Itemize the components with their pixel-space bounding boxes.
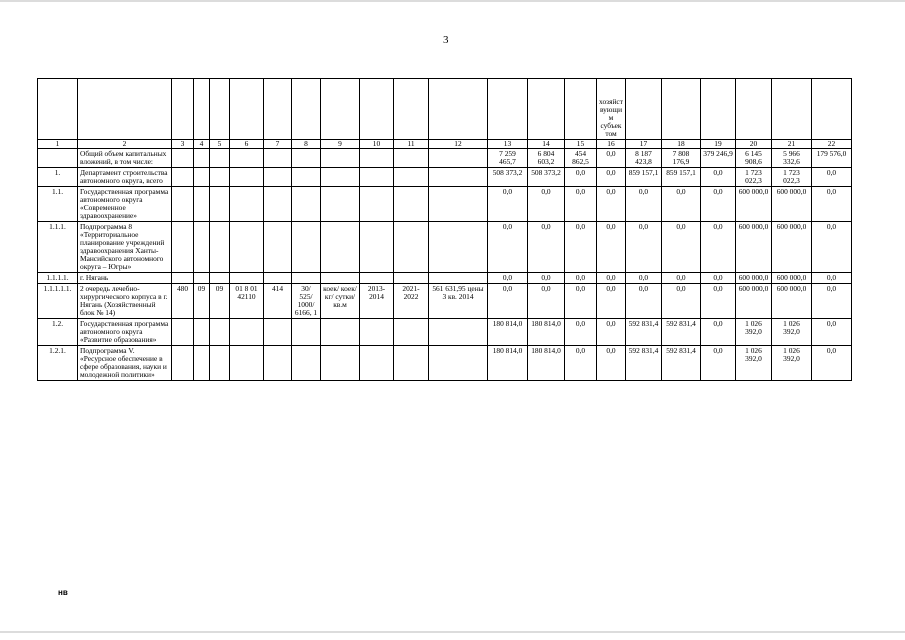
column-number-cell: 2	[78, 140, 172, 149]
table-cell	[210, 272, 230, 283]
table-cell	[292, 345, 321, 380]
table-cell: 180 814,0	[528, 318, 565, 345]
table-cell	[194, 149, 210, 168]
table-cell	[172, 167, 194, 186]
table-cell	[360, 149, 394, 168]
column-number-cell: 8	[292, 140, 321, 149]
table-cell: 0,0	[812, 318, 852, 345]
table-cell: 0,0	[812, 221, 852, 272]
table-cell	[210, 167, 230, 186]
column-number-cell: 5	[210, 140, 230, 149]
table-cell	[230, 186, 264, 221]
table-cell: 0,0	[597, 221, 626, 272]
table-row	[38, 167, 852, 186]
table-cell: 0,0	[488, 221, 528, 272]
table-cell: 600 000,0	[772, 186, 812, 221]
table-cell	[292, 186, 321, 221]
table-cell: 0,0	[626, 221, 662, 272]
table-cell	[292, 167, 321, 186]
row-number-cell: 1.1.1.	[38, 221, 78, 272]
table-cell: 1 723 022,3	[736, 167, 772, 186]
column-number-cell: 10	[360, 140, 394, 149]
table-cell	[194, 345, 210, 380]
table-cell	[360, 272, 394, 283]
row-name-cell: Государственная программа автономного округа «Развитие образования»	[78, 318, 172, 345]
table-cell: 09	[194, 283, 210, 318]
table-cell	[394, 272, 429, 283]
table-cell: 0,0	[597, 318, 626, 345]
table-cell	[394, 221, 429, 272]
table-cell: 0,0	[597, 345, 626, 380]
table-cell: 0,0	[528, 186, 565, 221]
table-cell: 600 000,0	[772, 283, 812, 318]
table-cell	[230, 167, 264, 186]
table-cell	[210, 318, 230, 345]
table-cell: 600 000,0	[736, 283, 772, 318]
table-cell	[394, 167, 429, 186]
table-cell: 0,0	[528, 221, 565, 272]
table-cell: 179 576,0	[812, 149, 852, 168]
table-cell	[321, 186, 360, 221]
table-cell: 2013-2014	[360, 283, 394, 318]
table-cell	[264, 221, 292, 272]
table-cell	[230, 221, 264, 272]
table-cell	[321, 149, 360, 168]
table-cell	[210, 186, 230, 221]
column-number-cell: 3	[172, 140, 194, 149]
table-cell: 0,0	[597, 149, 626, 168]
table-cell: 1 723 022,3	[772, 167, 812, 186]
table-cell: 0,0	[662, 186, 701, 221]
table-cell	[230, 345, 264, 380]
header-cell-16: хозяйствующим субъектом	[597, 79, 626, 140]
table-cell	[321, 318, 360, 345]
column-number-cell: 20	[736, 140, 772, 149]
row-name-cell: Подпрограмма V. «Ресурсное обеспечение в сфере образования, науки и молодежной политики»	[78, 345, 172, 380]
table-cell	[230, 149, 264, 168]
table-cell: 480	[172, 283, 194, 318]
table-cell	[230, 272, 264, 283]
table-cell: 30/ 525/ 1000/ 6166, 1	[292, 283, 321, 318]
table-cell	[429, 318, 488, 345]
row-number-cell: 1.1.	[38, 186, 78, 221]
table-cell: 592 831,4	[662, 345, 701, 380]
table-cell: 0,0	[565, 283, 597, 318]
table-cell: 0,0	[488, 272, 528, 283]
table-cell: 1 026 392,0	[772, 345, 812, 380]
table-cell	[172, 186, 194, 221]
table-cell	[360, 345, 394, 380]
column-number-cell: 19	[701, 140, 736, 149]
table-cell: 1 026 392,0	[736, 345, 772, 380]
table-cell: 0,0	[701, 186, 736, 221]
row-number-cell: 1.	[38, 167, 78, 186]
table-cell: 180 814,0	[528, 345, 565, 380]
table-cell: 0,0	[597, 272, 626, 283]
table-cell: 1 026 392,0	[736, 318, 772, 345]
table-cell: 0,0	[488, 186, 528, 221]
table-cell: 600 000,0	[772, 221, 812, 272]
table-cell: 6 804 603,2	[528, 149, 565, 168]
table-cell: 0,0	[565, 186, 597, 221]
table-cell: 0,0	[701, 318, 736, 345]
table-cell: 859 157,1	[626, 167, 662, 186]
table-row	[38, 186, 852, 221]
table-cell	[360, 167, 394, 186]
table-cell: 0,0	[528, 272, 565, 283]
table-cell: 180 814,0	[488, 318, 528, 345]
table-cell: 0,0	[565, 318, 597, 345]
table-cell	[172, 272, 194, 283]
table-cell	[172, 345, 194, 380]
column-number-cell: 1	[38, 140, 78, 149]
table-cell: 0,0	[812, 283, 852, 318]
table-cell: 0,0	[626, 283, 662, 318]
table-cell	[321, 167, 360, 186]
table-cell	[321, 272, 360, 283]
table-cell	[321, 221, 360, 272]
table-cell	[360, 186, 394, 221]
table-cell: 09	[210, 283, 230, 318]
table-cell: 600 000,0	[736, 272, 772, 283]
table-row	[38, 345, 852, 380]
table-row	[38, 283, 852, 318]
table-cell: 508 373,2	[528, 167, 565, 186]
row-number-cell: 1.1.1.1.1.	[38, 283, 78, 318]
column-number-cell: 15	[565, 140, 597, 149]
table-cell: 600 000,0	[772, 272, 812, 283]
row-name-cell: 2 очередь лечебно-хирургического корпуса в г. Нягань (Хозяйственный блок № 14)	[78, 283, 172, 318]
table-cell: 0,0	[701, 221, 736, 272]
table-cell: 0,0	[565, 221, 597, 272]
table-cell	[194, 272, 210, 283]
table-cell	[429, 149, 488, 168]
column-number-cell: 16	[597, 140, 626, 149]
table-cell	[264, 149, 292, 168]
table-cell	[429, 167, 488, 186]
table-cell: 0,0	[662, 283, 701, 318]
table-cell: 454 862,5	[565, 149, 597, 168]
table-cell	[264, 186, 292, 221]
table-cell	[429, 345, 488, 380]
table-cell: 0,0	[701, 283, 736, 318]
table-cell: 0,0	[812, 167, 852, 186]
table-cell	[429, 272, 488, 283]
table-cell: 508 373,2	[488, 167, 528, 186]
row-number-cell: 1.2.1.	[38, 345, 78, 380]
row-name-cell: Подпрограмма 8 «Территориальное планирование учреждений здравоохранения Ханты-Мансийского автономного округа – Югры»	[78, 221, 172, 272]
column-number-cell: 11	[394, 140, 429, 149]
table-cell	[429, 186, 488, 221]
table-cell: 7 259 465,7	[488, 149, 528, 168]
table-cell	[394, 318, 429, 345]
table-cell	[292, 221, 321, 272]
column-number-cell: 17	[626, 140, 662, 149]
row-number-cell	[38, 149, 78, 168]
table-cell: 0,0	[565, 167, 597, 186]
column-number-cell: 12	[429, 140, 488, 149]
table-cell	[194, 186, 210, 221]
table-cell: 0,0	[662, 272, 701, 283]
row-number-cell: 1.1.1.1.	[38, 272, 78, 283]
table-cell: 592 831,4	[626, 318, 662, 345]
table-cell: 592 831,4	[662, 318, 701, 345]
table-cell: 600 000,0	[736, 221, 772, 272]
table-cell: 0,0	[626, 272, 662, 283]
table-cell: 5 966 332,6	[772, 149, 812, 168]
table-cell	[210, 345, 230, 380]
table-cell: 0,0	[701, 272, 736, 283]
table-cell: 379 246,9	[701, 149, 736, 168]
table-cell	[429, 221, 488, 272]
table-cell	[172, 149, 194, 168]
table-cell	[292, 318, 321, 345]
table-cell	[194, 221, 210, 272]
table-cell: 0,0	[565, 345, 597, 380]
table-cell	[292, 149, 321, 168]
column-number-cell: 13	[488, 140, 528, 149]
table-cell	[194, 167, 210, 186]
column-number-cell: 6	[230, 140, 264, 149]
table-cell: 414	[264, 283, 292, 318]
table-cell: 859 157,1	[662, 167, 701, 186]
table-cell	[172, 318, 194, 345]
table-cell	[292, 272, 321, 283]
table-cell: 592 831,4	[626, 345, 662, 380]
row-number-cell: 1.2.	[38, 318, 78, 345]
table-cell	[264, 318, 292, 345]
table-cell: 600 000,0	[736, 186, 772, 221]
table-cell	[230, 318, 264, 345]
row-name-cell: Общий объем капитальных вложений, в том числе:	[78, 149, 172, 168]
table-cell: 180 814,0	[488, 345, 528, 380]
table-cell: 0,0	[597, 283, 626, 318]
table-cell: 0,0	[528, 283, 565, 318]
table-cell	[172, 221, 194, 272]
table-cell: 0,0	[662, 221, 701, 272]
table-row	[38, 318, 852, 345]
table-row	[38, 272, 852, 283]
table-cell: 0,0	[701, 167, 736, 186]
table-header-row	[38, 79, 852, 140]
table-cell: 0,0	[597, 186, 626, 221]
column-number-cell: 14	[528, 140, 565, 149]
column-number-cell: 21	[772, 140, 812, 149]
table-cell: 0,0	[812, 272, 852, 283]
table-cell	[321, 345, 360, 380]
column-number-cell: 18	[662, 140, 701, 149]
table-cell: 6 145 908,6	[736, 149, 772, 168]
column-number-cell: 4	[194, 140, 210, 149]
table-cell	[210, 149, 230, 168]
row-name-cell: Государственная программа автономного округа «Современное здравоохранение»	[78, 186, 172, 221]
table-cell: 0,0	[565, 272, 597, 283]
table-cell: 0,0	[701, 345, 736, 380]
table-cell	[264, 345, 292, 380]
table-cell: коек/ коек/ кг/ сутки/ кв.м	[321, 283, 360, 318]
table-cell	[194, 318, 210, 345]
column-number-cell: 7	[264, 140, 292, 149]
table-row	[38, 221, 852, 272]
row-name-cell: г. Нягань	[78, 272, 172, 283]
table-row	[38, 149, 852, 168]
table-cell: 7 808 176,9	[662, 149, 701, 168]
table-cell: 2021-2022	[394, 283, 429, 318]
table-cell: 0,0	[488, 283, 528, 318]
table-cell	[394, 149, 429, 168]
table-cell: 1 026 392,0	[772, 318, 812, 345]
footer-code: нв	[58, 588, 68, 597]
table-cell: 01 8 01 42110	[230, 283, 264, 318]
table-cell: 0,0	[626, 186, 662, 221]
table-cell	[394, 186, 429, 221]
table-cell	[210, 221, 230, 272]
table-cell: 8 187 423,8	[626, 149, 662, 168]
table-cell	[394, 345, 429, 380]
column-number-row	[38, 140, 852, 149]
page-number: 3	[443, 34, 449, 46]
table-cell	[264, 167, 292, 186]
table-cell	[264, 272, 292, 283]
table-cell	[360, 221, 394, 272]
table-cell: 0,0	[597, 167, 626, 186]
column-number-cell: 22	[812, 140, 852, 149]
table-cell: 0,0	[812, 345, 852, 380]
column-number-cell: 9	[321, 140, 360, 149]
table-cell: 0,0	[812, 186, 852, 221]
row-name-cell: Департамент строительства автономного округа, всего	[78, 167, 172, 186]
table-cell: 561 631,95 цены 3 кв. 2014	[429, 283, 488, 318]
capital-investment-table	[37, 78, 852, 381]
table-cell	[360, 318, 394, 345]
